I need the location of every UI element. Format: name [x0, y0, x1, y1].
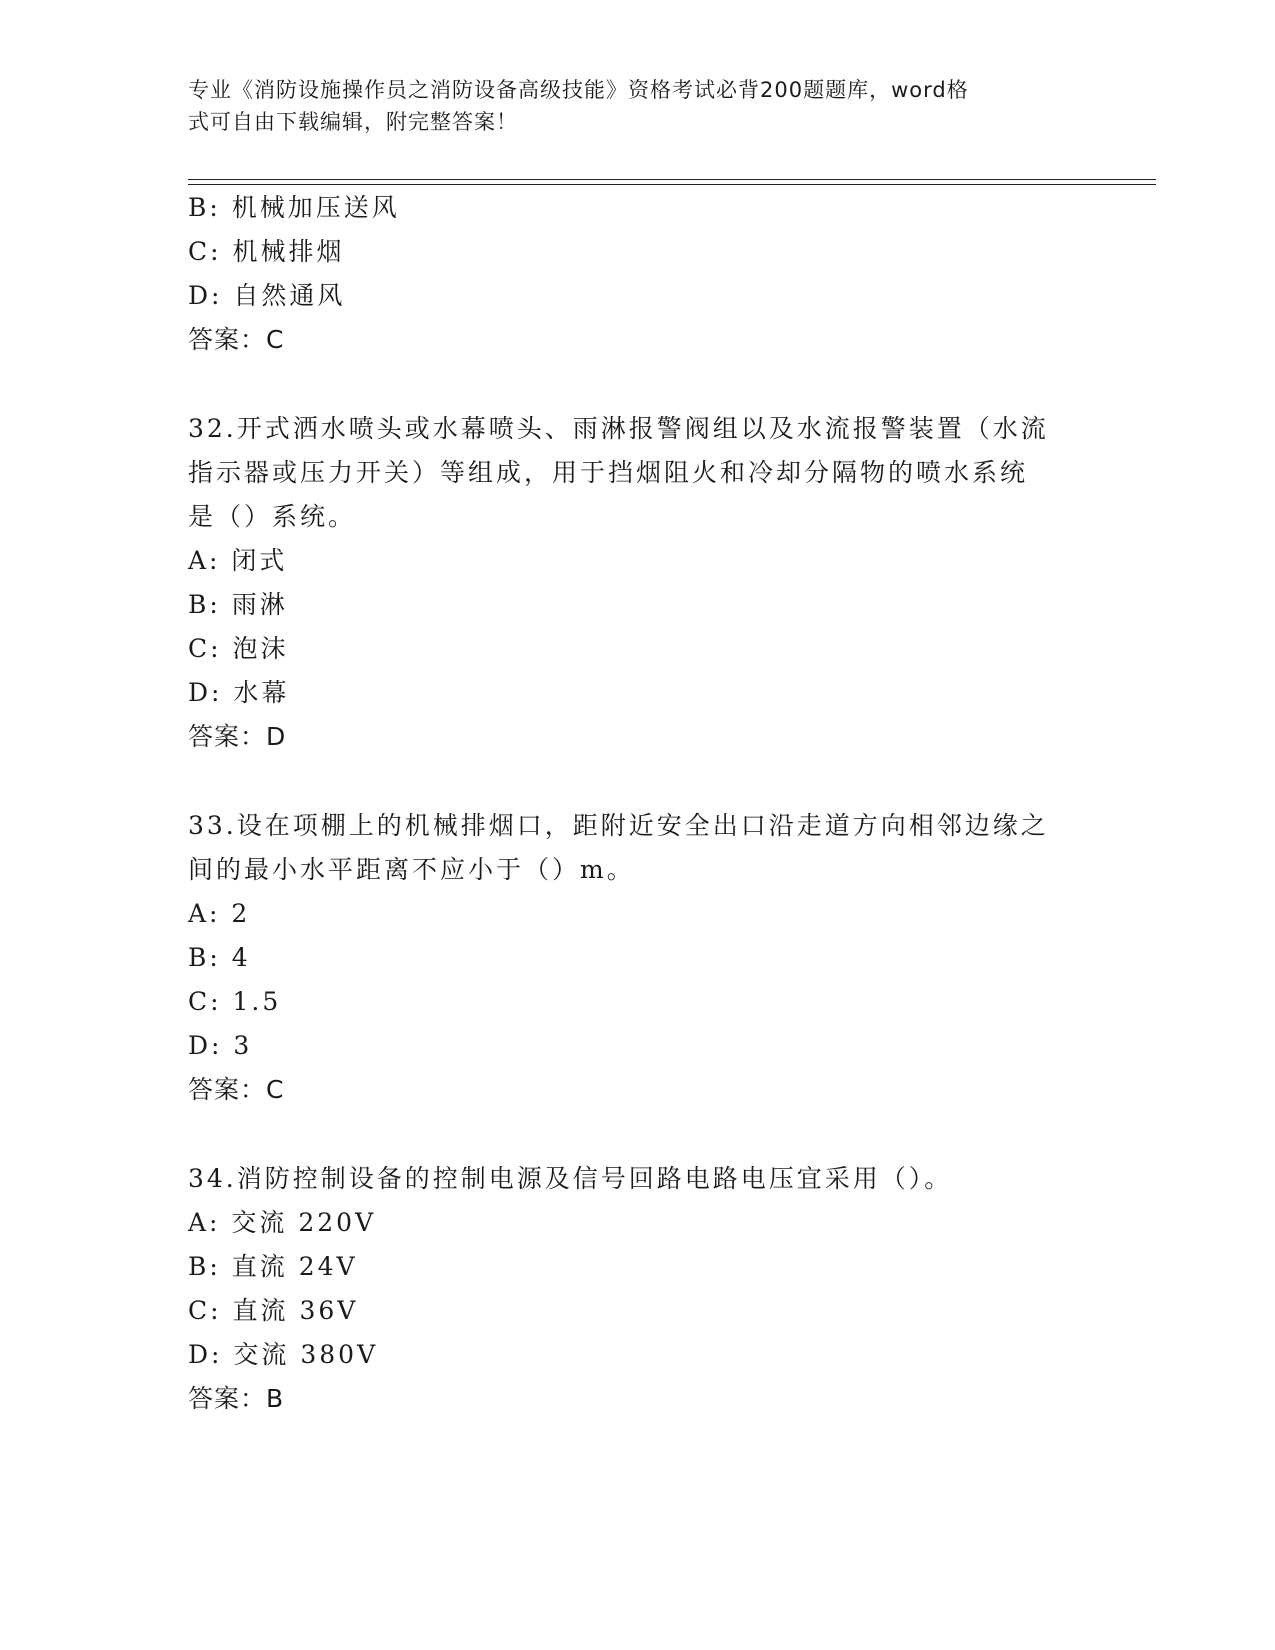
header-divider-top [188, 179, 1156, 180]
q32-stem-line-2: 指示器或压力开关）等组成，用于挡烟阻火和冷却分隔物的喷水系统 [188, 458, 1029, 487]
q34-option-c: C: 直流 36V [188, 1296, 359, 1325]
q34-stem-line-1: 34.消防控制设备的控制电源及信号回路电路电压宜采用（）。 [188, 1164, 953, 1193]
q32-stem-line-1: 32.开式洒水喷头或水幕喷头、雨淋报警阀组以及水流报警装置（水流 [188, 414, 1049, 443]
q32-answer: 答案：D [188, 722, 287, 751]
q34-option-a: A: 交流 220V [188, 1208, 377, 1237]
prev-answer: 答案：C [188, 325, 285, 354]
q34-option-b: B: 直流 24V [188, 1252, 358, 1281]
document-header [188, 74, 1068, 138]
q34-option-d: D: 交流 380V [188, 1340, 379, 1369]
q33-answer: 答案：C [188, 1075, 285, 1104]
q33-option-d: D: 3 [188, 1031, 253, 1060]
q33-stem-line-1: 33.设在项棚上的机械排烟口，距附近安全出口沿走道方向相邻边缘之 [188, 811, 1049, 840]
q33-option-c: C: 1.5 [188, 987, 282, 1016]
header-line-2: 式可自由下载编辑，附完整答案！ [188, 110, 518, 134]
header-line-1: 专业《消防设施操作员之消防设备高级技能》资格考试必背200题题库，word格 [188, 78, 969, 102]
prev-option-d: D: 自然通风 [188, 281, 346, 310]
header-divider-bottom [188, 184, 1156, 185]
q33-option-a: A: 2 [188, 899, 251, 928]
prev-option-b: B: 机械加压送风 [188, 193, 400, 222]
q32-stem-line-3: 是（）系统。 [188, 502, 357, 531]
q33-option-b: B: 4 [188, 943, 251, 972]
q32-option-d: D: 水幕 [188, 678, 290, 707]
q33-stem-line-2: 间的最小水平距离不应小于（）m。 [188, 855, 635, 884]
q32-option-a: A: 闭式 [188, 546, 288, 575]
q32-option-c: C: 泡沫 [188, 634, 289, 663]
prev-option-c: C: 机械排烟 [188, 237, 345, 266]
q32-option-b: B: 雨淋 [188, 590, 288, 619]
q34-answer: 答案：B [188, 1384, 285, 1413]
